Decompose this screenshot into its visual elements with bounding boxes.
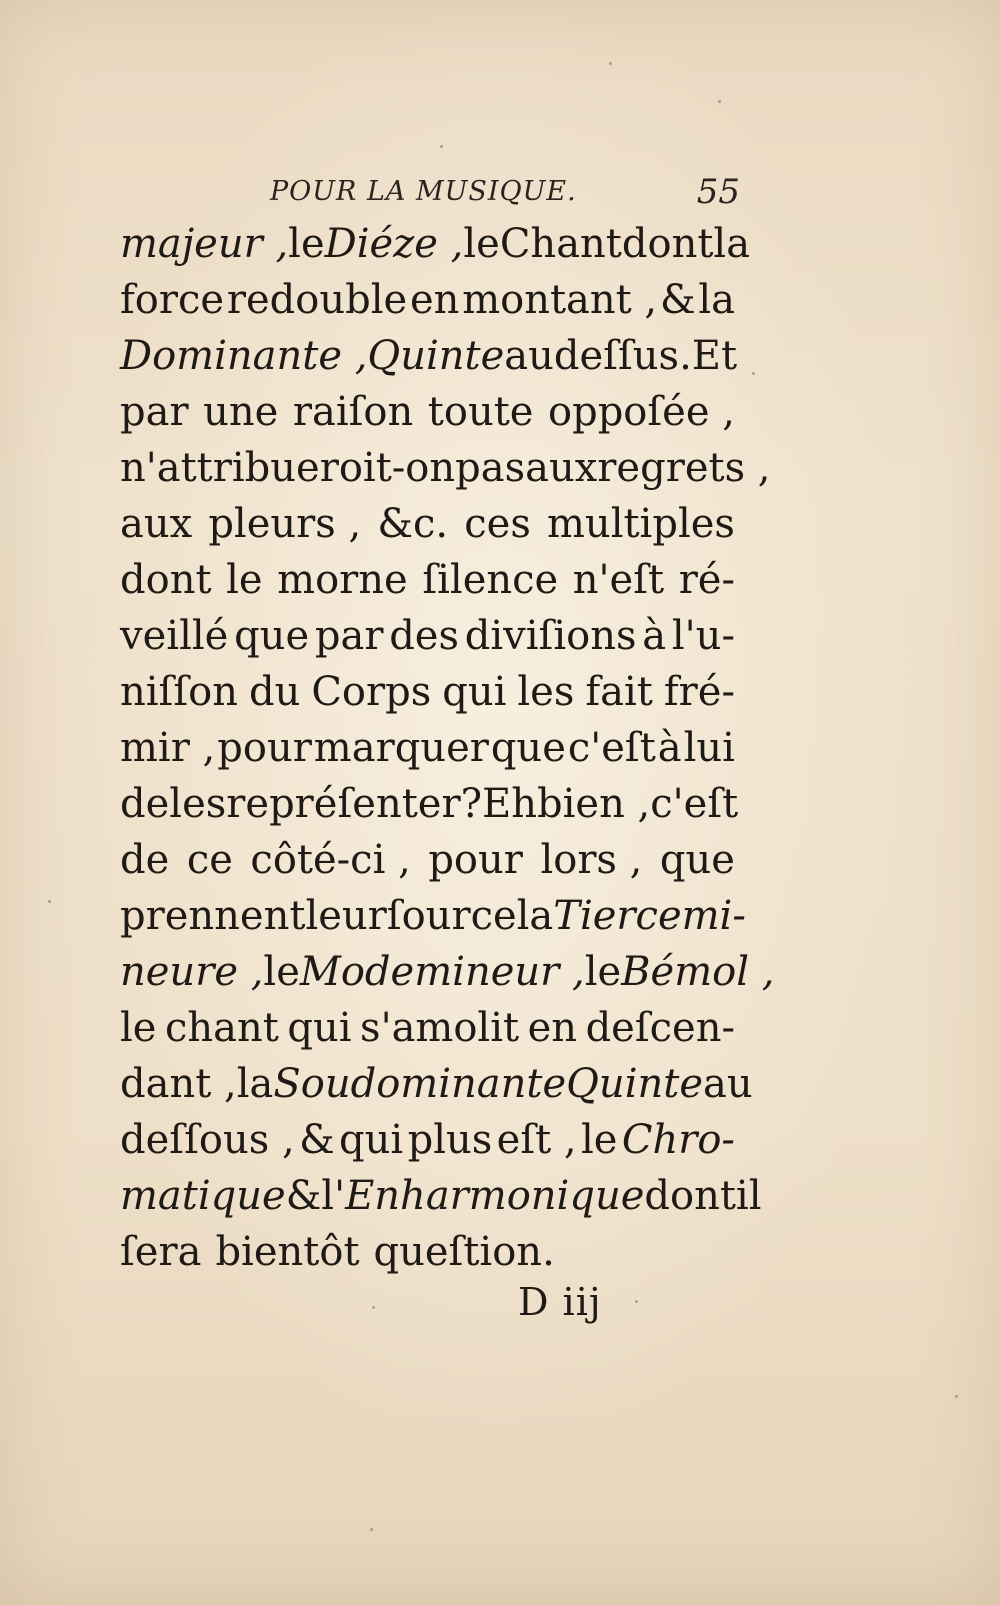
text-line [120, 1056, 753, 1112]
text-line [120, 608, 735, 664]
text-line [120, 216, 751, 272]
word: le [120, 1005, 157, 1051]
word: prennent [120, 893, 306, 939]
running-head-title: POUR LA MUSIQUE. [270, 176, 577, 207]
word: montant , [462, 277, 658, 323]
word: ſera [120, 1229, 202, 1275]
word: à [642, 613, 667, 659]
word: qui [339, 1117, 404, 1163]
word: deſſous , [120, 1117, 295, 1163]
word: morne [277, 557, 408, 603]
word: regrets , [597, 445, 771, 491]
word: veillé [120, 613, 229, 659]
word: la [698, 277, 735, 323]
word: ſource [386, 893, 517, 939]
word: au [504, 333, 554, 379]
word: que [490, 725, 566, 771]
word: deſſus. [553, 333, 692, 379]
text-line [120, 552, 735, 608]
text-line [120, 328, 738, 384]
word: l' [321, 1173, 346, 1219]
word: il [735, 1173, 762, 1219]
word: côté-ci , [250, 837, 411, 883]
word: qui [287, 1005, 352, 1051]
text-line [120, 888, 746, 944]
text-line [120, 664, 735, 720]
word: le [463, 221, 500, 267]
word: une [203, 389, 279, 435]
word: s'amolit [360, 1005, 520, 1051]
text-line [120, 944, 775, 1000]
word: le [288, 221, 325, 267]
word: lui [683, 725, 735, 771]
word: Eh [482, 781, 537, 827]
word: c'eſt [650, 781, 739, 827]
word: pour [428, 837, 523, 883]
word: Soudominante [273, 1061, 567, 1107]
text-line [120, 440, 771, 496]
word: en [409, 277, 460, 323]
word: majeur , [120, 221, 289, 267]
word: Chant [499, 221, 622, 267]
text-line [120, 1168, 762, 1224]
text-line [120, 272, 735, 328]
word: le [263, 949, 300, 995]
word: fait [585, 669, 653, 715]
word: pour [217, 725, 312, 771]
body-text [120, 216, 775, 1280]
word: ſilence [422, 557, 559, 603]
word: diviſions [464, 613, 637, 659]
word: Et [691, 333, 738, 379]
word: Mode [299, 949, 415, 995]
word: de [120, 781, 170, 827]
signature-mark: D iij [518, 1280, 602, 1324]
word: à [657, 725, 682, 771]
text-line [120, 1000, 735, 1056]
word: Diéze , [324, 221, 464, 267]
word: leur [305, 893, 387, 939]
word: marquer [313, 725, 489, 771]
word: Quinte [367, 333, 505, 379]
running-head [270, 172, 740, 220]
word: aux [120, 501, 193, 547]
word: Quinte [566, 1061, 703, 1107]
word: multiples [547, 501, 735, 547]
word: ce [186, 837, 233, 883]
word: le [226, 557, 263, 603]
word: la [713, 221, 751, 267]
word: raiſon [292, 389, 414, 435]
word: Dominante , [120, 333, 368, 379]
word: chant [164, 1005, 279, 1051]
word: neure , [120, 949, 264, 995]
word: le [584, 949, 622, 995]
word: oppoſée , [548, 389, 735, 435]
word: en [527, 1005, 578, 1051]
word: pas [455, 445, 526, 491]
word: c'eſt [567, 725, 656, 771]
word: aux [525, 445, 598, 491]
word: niſſon [120, 669, 239, 715]
text-line [120, 720, 735, 776]
word: n'attribueroit-on [120, 445, 456, 491]
word: par [314, 613, 384, 659]
word: deſcen- [585, 1005, 735, 1051]
word: au [703, 1061, 753, 1107]
word: que [234, 613, 310, 659]
word: & [299, 1117, 335, 1163]
word: Enharmonique [345, 1173, 645, 1219]
word: repréſenter? [226, 781, 483, 827]
text-line [120, 832, 735, 888]
word: la [236, 1061, 274, 1107]
word: que [659, 837, 735, 883]
word: redouble [226, 277, 408, 323]
text-line [120, 496, 735, 552]
word: bien , [537, 781, 651, 827]
text-line [120, 1224, 735, 1280]
word: lors , [540, 837, 643, 883]
word: Bémol , [621, 949, 775, 995]
word: toute [427, 389, 534, 435]
word: queſtion. [373, 1229, 555, 1275]
word: bientôt [215, 1229, 360, 1275]
word: dont [644, 1173, 736, 1219]
word: mineur , [414, 949, 585, 995]
word: ces [464, 501, 531, 547]
word: des [389, 613, 460, 659]
word: n'eſt [572, 557, 665, 603]
page-number: 55 [696, 172, 740, 212]
word: mi- [681, 893, 746, 939]
word: les [169, 781, 227, 827]
word: force [120, 277, 225, 323]
word: Corps [311, 669, 432, 715]
word: ré- [678, 557, 735, 603]
word: Chro- [621, 1117, 735, 1163]
word: pleurs , [208, 501, 362, 547]
word: dont [120, 557, 212, 603]
word: qui [442, 669, 507, 715]
word: Tierce [553, 893, 682, 939]
text-line [120, 1112, 735, 1168]
word: plus [407, 1117, 493, 1163]
text-line [120, 776, 739, 832]
word: & [659, 277, 696, 323]
word: dant , [120, 1061, 237, 1107]
word: eſt , [496, 1117, 577, 1163]
word: la [516, 893, 554, 939]
word: les [517, 669, 575, 715]
word: matique [120, 1173, 286, 1219]
word: du [248, 669, 301, 715]
word: l'u- [671, 613, 735, 659]
word: le [581, 1117, 618, 1163]
word: &c. [377, 501, 449, 547]
word: par [120, 389, 189, 435]
text-line [120, 384, 735, 440]
word: dont [621, 221, 714, 267]
word: de [120, 837, 170, 883]
word: & [285, 1173, 322, 1219]
word: fré- [663, 669, 735, 715]
word: mir , [120, 725, 216, 771]
